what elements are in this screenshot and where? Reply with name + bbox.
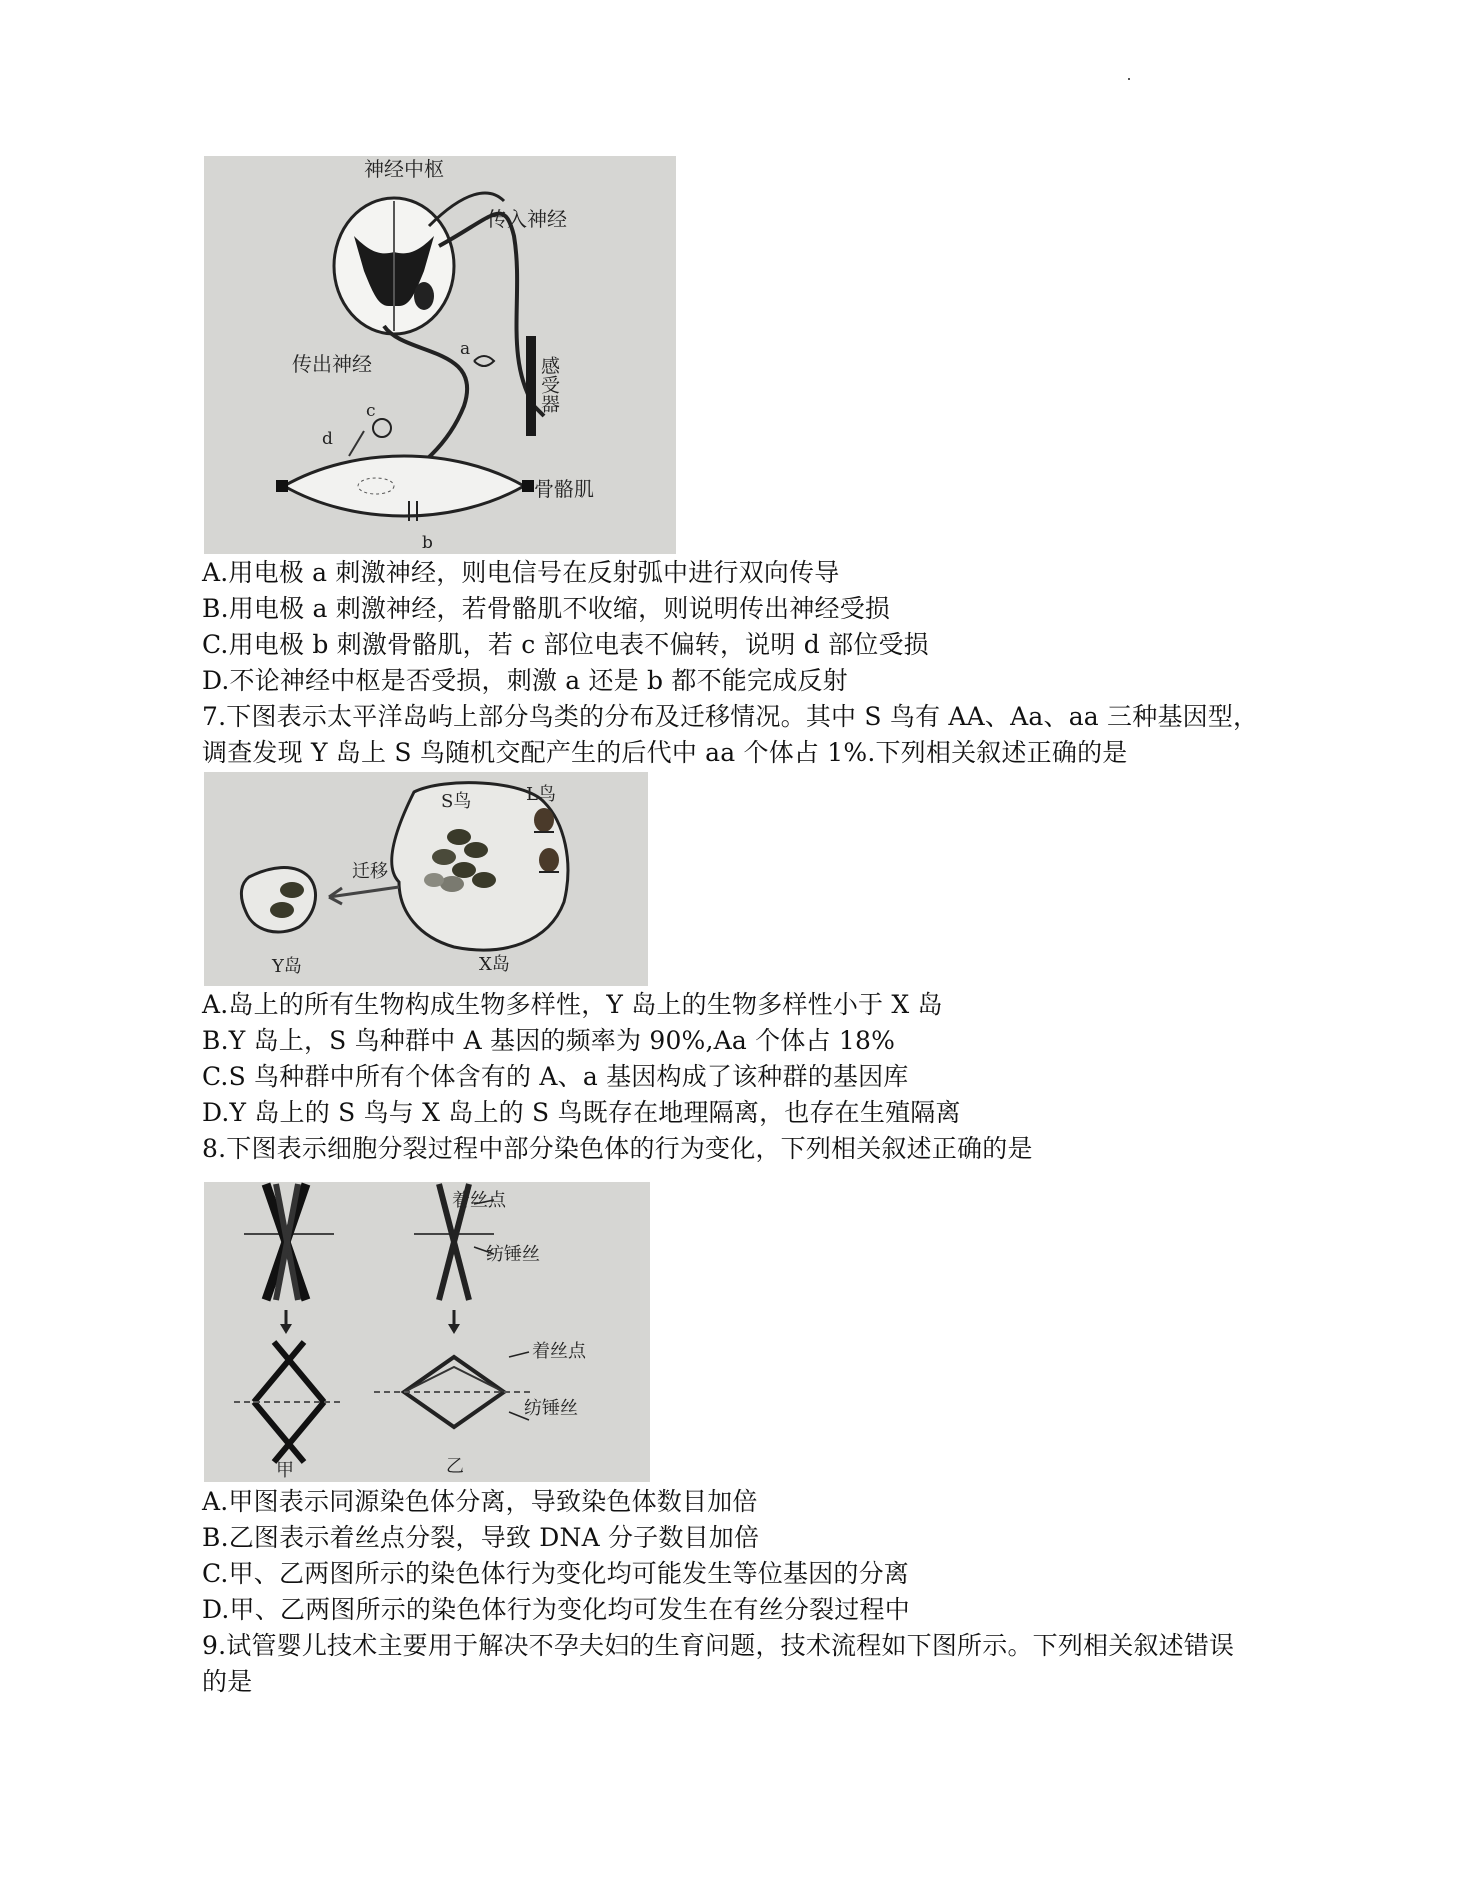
label-jia: 甲 <box>276 1460 294 1481</box>
q8-stem: 8.下图表示细胞分裂过程中部分染色体的行为变化，下列相关叙述正确的是 <box>202 1134 1033 1163</box>
chromosome-diagram <box>204 1182 650 1482</box>
q7-stem-line-2: 调查发现 Y 岛上 S 鸟随机交配产生的后代中 aa 个体占 1%.下列相关叙述正确的是 <box>202 738 1128 767</box>
q6-option-a: A.用电极 a 刺激神经，则电信号在反射弧中进行双向传导 <box>202 558 840 587</box>
label-d: d <box>322 429 333 449</box>
q9-stem-line-2: 的是 <box>202 1667 253 1696</box>
label-y-island: Y岛 <box>272 956 302 977</box>
label-receptor: 感受器 <box>538 356 560 413</box>
label-centromere-bottom: 着丝点 <box>532 1341 586 1362</box>
label-a: a <box>460 339 471 359</box>
q8-option-c: C.甲、乙两图所示的染色体行为变化均可能发生等位基因的分离 <box>202 1559 909 1588</box>
q7-option-d: D.Y 岛上的 S 鸟与 X 岛上的 S 鸟既存在地理隔离，也存在生殖隔离 <box>202 1098 961 1127</box>
chromosome-figure <box>204 1182 650 1482</box>
label-b: b <box>422 533 433 553</box>
q7-option-a: A.岛上的所有生物构成生物多样性，Y 岛上的生物多样性小于 X 岛 <box>202 990 943 1019</box>
q6-option-b: B.用电极 a 刺激神经，若骨骼肌不收缩，则说明传出神经受损 <box>202 594 891 623</box>
reflex-arc-figure <box>204 156 676 554</box>
q7-option-c: C.S 鸟种群中所有个体含有的 A、a 基因构成了该种群的基因库 <box>202 1062 909 1091</box>
q8-option-b: B.乙图表示着丝点分裂，导致 DNA 分子数目加倍 <box>202 1523 760 1552</box>
label-s-bird: S鸟 <box>441 791 472 812</box>
q9-stem-line-1: 9.试管婴儿技术主要用于解决不孕夫妇的生育问题，技术流程如下图所示。下列相关叙述错误 <box>202 1631 1235 1660</box>
island-diagram <box>204 772 648 986</box>
label-c: c <box>366 401 376 421</box>
label-spindle-bottom: 纺锤丝 <box>524 1398 578 1419</box>
q8-option-d: D.甲、乙两图所示的染色体行为变化均可发生在有丝分裂过程中 <box>202 1595 910 1624</box>
label-yi: 乙 <box>446 1456 464 1477</box>
q6-option-c: C.用电极 b 刺激骨骼肌，若 c 部位电表不偏转，说明 d 部位受损 <box>202 630 929 659</box>
reflex-arc-diagram <box>204 156 676 554</box>
q7-stem-line-1: 7.下图表示太平洋岛屿上部分鸟类的分布及迁移情况。其中 S 鸟有 AA、Aa、aa 三种基因型， <box>202 702 1259 731</box>
label-spindle-top: 纺锤丝 <box>486 1244 540 1265</box>
label-l-bird: L鸟 <box>526 784 556 805</box>
q6-option-d: D.不论神经中枢是否受损，刺激 a 还是 b 都不能完成反射 <box>202 666 848 695</box>
label-afferent-nerve: 传入神经 <box>487 207 567 231</box>
label-x-island: X岛 <box>479 954 510 975</box>
page-speck <box>1128 78 1130 80</box>
q8-option-a: A.甲图表示同源染色体分离，导致染色体数目加倍 <box>202 1487 758 1516</box>
island-figure <box>204 772 648 986</box>
label-nerve-center: 神经中枢 <box>364 157 444 181</box>
q7-option-b: B.Y 岛上，S 鸟种群中 A 基因的频率为 90%,Aa 个体占 18% <box>202 1026 896 1055</box>
label-skeletal-muscle: 骨骼肌 <box>534 477 594 501</box>
label-efferent-nerve: 传出神经 <box>292 352 372 376</box>
label-migrate: 迁移 <box>352 861 388 882</box>
label-centromere-top: 着丝点 <box>452 1190 506 1211</box>
